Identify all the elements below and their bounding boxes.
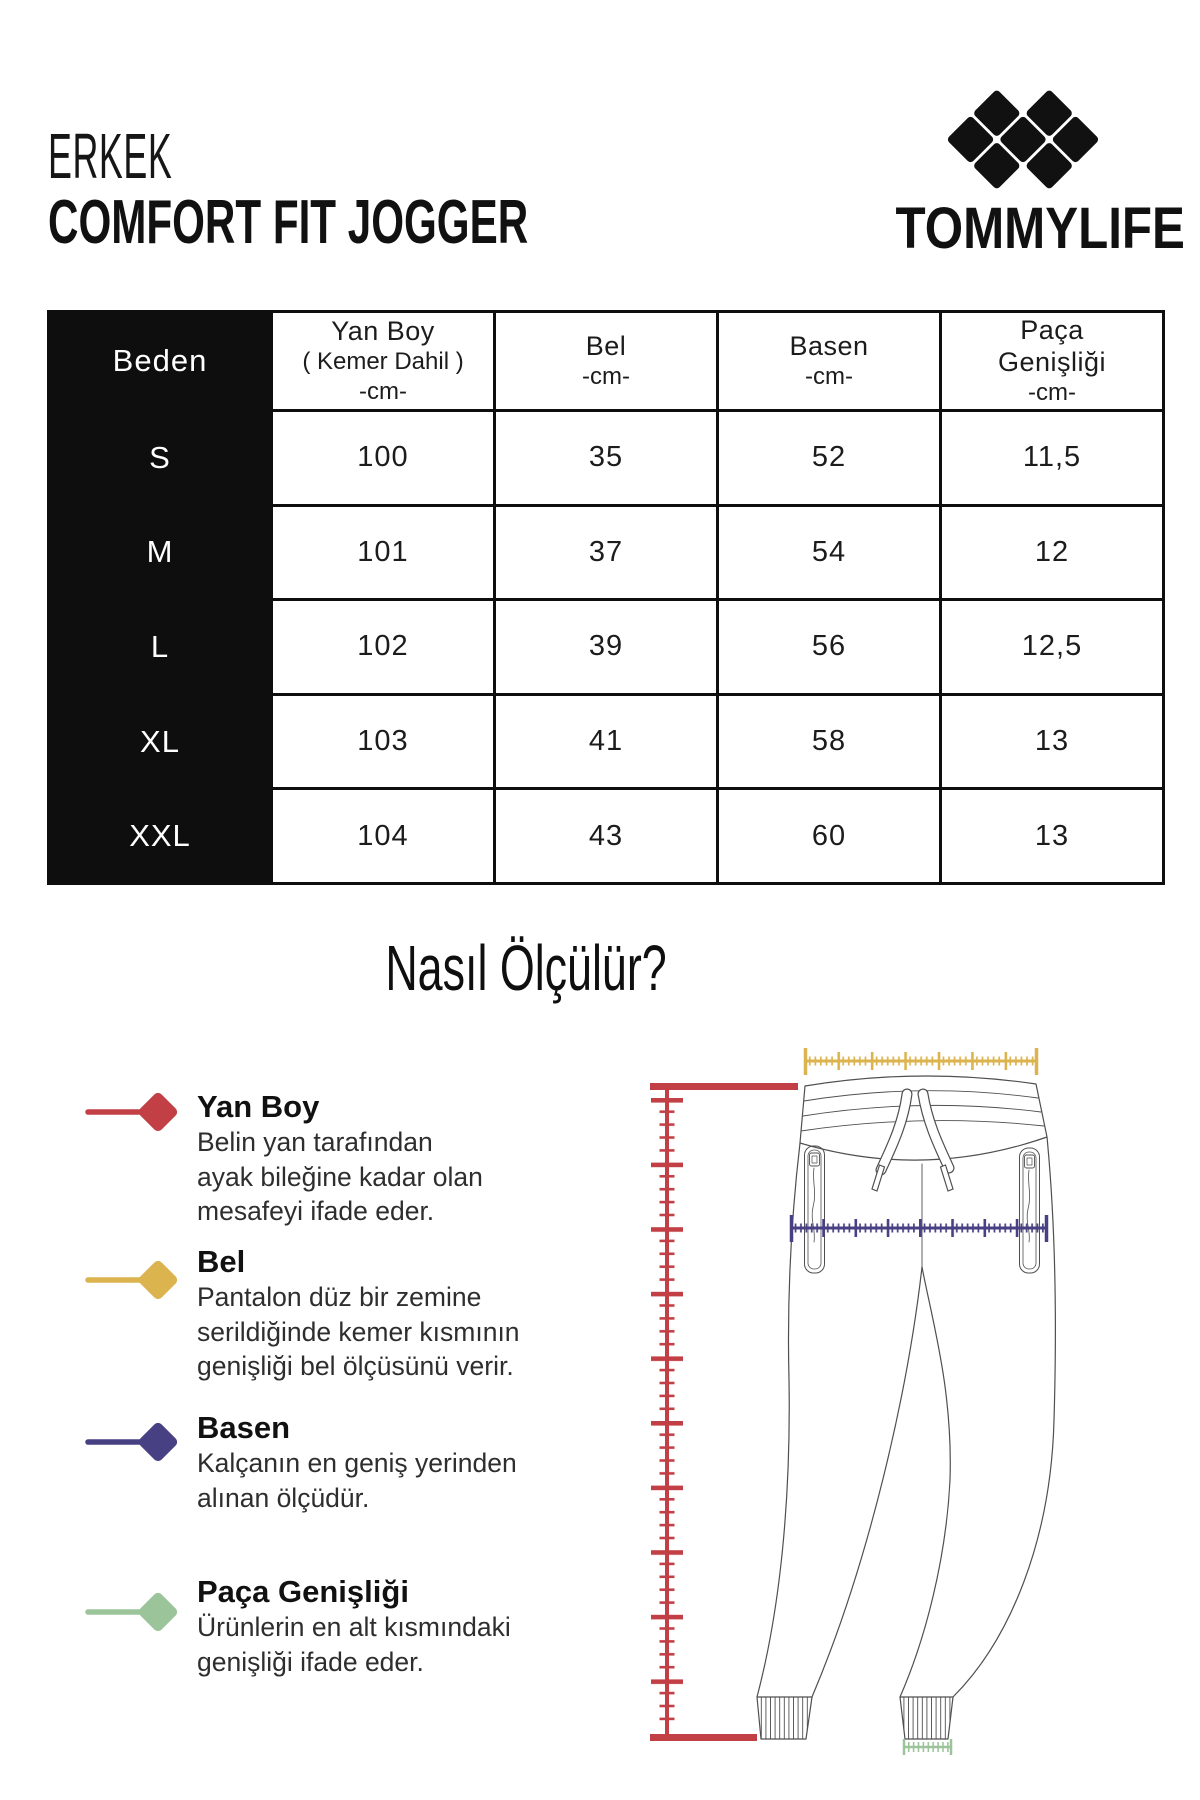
table-cell: 11,5	[942, 412, 1162, 504]
basen-diamond-icon	[85, 1417, 185, 1467]
table-header-basen: Basen -cm-	[719, 313, 939, 409]
bel-ruler	[804, 1048, 1038, 1075]
yan-boy-diamond-icon	[85, 1087, 185, 1137]
table-cell: 54	[719, 507, 939, 599]
table-cell: 37	[496, 507, 716, 599]
table-cell: 43	[496, 790, 716, 882]
table-cell: 101	[273, 507, 493, 599]
table-cell: 104	[273, 790, 493, 882]
table-cell: 52	[719, 412, 939, 504]
brand-diamonds-logo-icon	[942, 84, 1104, 195]
jogger-outline	[757, 1076, 1055, 1739]
table-cell: 12	[942, 507, 1162, 599]
basen-ruler	[790, 1215, 1048, 1242]
table-cell: 56	[719, 601, 939, 693]
brand-name: TOMMYLIFE	[895, 196, 1185, 261]
measure-item-paca-genisligi: Paça Genişliği Ürünlerin en alt kısmındaki genişliği ifade eder.	[85, 1574, 511, 1679]
left-leg-inseam	[812, 1267, 922, 1697]
table-row-size: XL	[50, 696, 270, 788]
table-row-size: S	[50, 412, 270, 504]
table-cell: 102	[273, 601, 493, 693]
table-cell: 41	[496, 696, 716, 788]
table-cell: 12,5	[942, 601, 1162, 693]
measure-item-bel: Bel Pantalon düz bir zemine serildiğinde kemer kısmının genişliği bel ölçüsünü verir.	[85, 1244, 520, 1384]
table-cell: 13	[942, 790, 1162, 882]
table-cell: 100	[273, 412, 493, 504]
measure-item-basen: Basen Kalçanın en geniş yerinden alınan ölçüdür.	[85, 1410, 517, 1515]
jogger-measurement-diagram	[560, 1000, 1200, 1800]
table-cell: 35	[496, 412, 716, 504]
bel-diamond-icon	[85, 1255, 185, 1305]
left-zipper-pocket	[805, 1146, 825, 1273]
table-header-beden: Beden	[50, 313, 270, 409]
right-zipper-pocket	[1020, 1148, 1040, 1273]
table-header-yan-boy: Yan Boy ( Kemer Dahil ) -cm-	[273, 313, 493, 409]
paca-genisligi-diamond-icon	[85, 1587, 185, 1637]
left-cuff	[757, 1697, 812, 1739]
table-row-size: XXL	[50, 790, 270, 882]
table-cell: 103	[273, 696, 493, 788]
right-cuff	[900, 1697, 953, 1739]
drawstrings	[872, 1094, 953, 1191]
right-leg-inseam	[900, 1267, 950, 1697]
measure-item-yan-boy: Yan Boy Belin yan tarafından ayak bileğine kadar olan mesafeyi ifade eder.	[85, 1089, 483, 1229]
table-cell: 60	[719, 790, 939, 882]
table-cell: 58	[719, 696, 939, 788]
paca-genisligi-ruler	[903, 1739, 952, 1755]
table-cell: 39	[496, 601, 716, 693]
table-row-size: M	[50, 507, 270, 599]
table-cell: 13	[942, 696, 1162, 788]
table-header-paca-genisligi: Paça Genişliği -cm-	[942, 313, 1162, 409]
table-row-size: L	[50, 601, 270, 693]
category-title: ERKEK	[48, 120, 173, 192]
product-title: COMFORT FIT JOGGER	[48, 188, 529, 257]
left-aglet	[872, 1165, 885, 1191]
size-table	[47, 310, 1165, 885]
yan-boy-ruler	[650, 1086, 798, 1738]
measure-section-title: Nasıl Ölçülür?	[385, 932, 667, 1004]
table-header-bel: Bel -cm-	[496, 313, 716, 409]
